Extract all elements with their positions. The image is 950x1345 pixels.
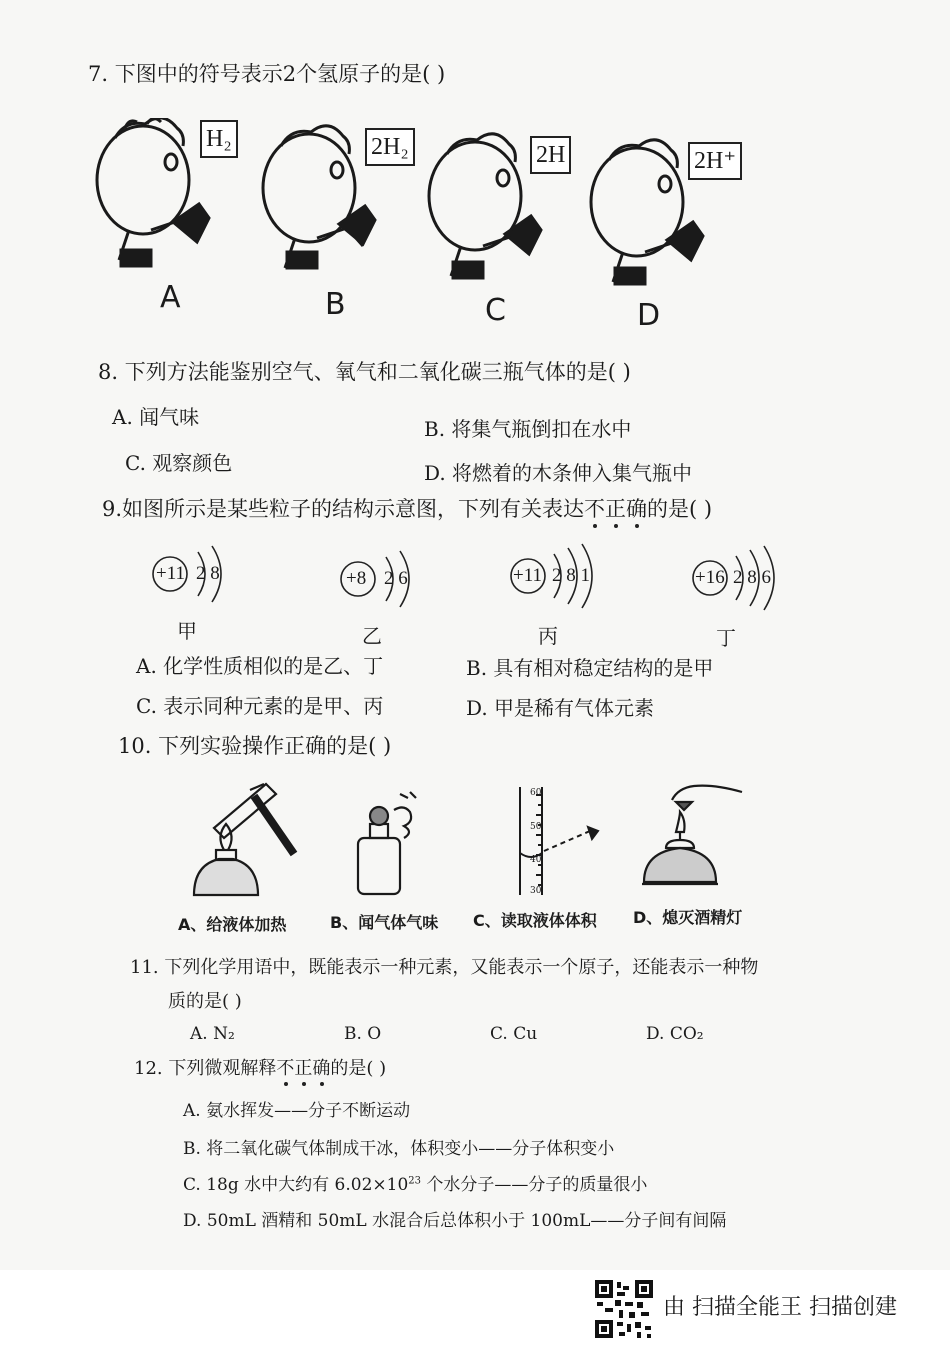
- q11-option-d: D. CO₂: [646, 1024, 704, 1044]
- nucleus-charge: +11: [513, 565, 543, 586]
- q9-stem: [102, 493, 712, 523]
- atom-label: 丙: [538, 624, 558, 648]
- q12-stem-post: 的是( ): [330, 1058, 387, 1079]
- nucleus-charge: +16: [695, 567, 725, 588]
- nucleus-charge: +8: [346, 568, 367, 589]
- q7-stem: 7. 下图中的符号表示2个氢原子的是( ): [88, 62, 446, 86]
- caption-c: C、读取液体体积: [473, 911, 597, 930]
- sign-a: H₂: [200, 120, 238, 158]
- q11-option-a: A. N₂: [190, 1024, 235, 1044]
- q9-option-c: C. 表示同种元素的是甲、丙: [136, 694, 384, 718]
- heating-liquid-illustration: [184, 780, 314, 910]
- q9-option-b: B. 具有相对稳定结构的是甲: [466, 656, 714, 680]
- reading-volume-illustration: [508, 785, 618, 905]
- electron-shells: 2 8: [196, 563, 220, 584]
- smelling-gas-illustration: [350, 790, 430, 900]
- q12-option-c-post: 个水分子——分子的质量很小: [421, 1175, 648, 1195]
- nucleus-charge: +11: [156, 563, 186, 584]
- q12-option-c: [183, 1170, 647, 1195]
- tick-label: 60: [530, 788, 542, 798]
- q12-option-b: B. 将二氧化碳气体制成干冰，体积变小——分子体积变小: [183, 1139, 615, 1159]
- q11-option-b: B. O: [344, 1024, 382, 1044]
- emphasis-dot-char: 不: [276, 1058, 295, 1079]
- electron-shells: 2 8 1: [552, 565, 590, 586]
- sign-d: 2H⁺: [688, 142, 742, 180]
- q9-option-a: A. 化学性质相似的是乙、丁: [136, 654, 384, 678]
- scanner-watermark-text: 由 扫描全能王 扫描创建: [663, 1295, 897, 1320]
- qr-code-icon: [593, 1278, 655, 1340]
- sign-b: 2H₂: [365, 128, 415, 166]
- q12-option-c-exponent: 23: [408, 1175, 421, 1187]
- atom-label: 丁: [716, 626, 736, 650]
- option-letter-a: A: [160, 280, 181, 315]
- q8-option-c: C. 观察颜色: [125, 451, 233, 475]
- option-letter-c: C: [485, 293, 506, 328]
- tick-label: 50: [530, 822, 542, 832]
- q11-stem-line1: 11. 下列化学用语中，既能表示一种元素，又能表示一个原子，还能表示一种物: [130, 957, 759, 978]
- q8-stem: 8. 下列方法能鉴别空气、氧气和二氧化碳三瓶气体的是( ): [98, 360, 631, 384]
- q10-stem: 10. 下列实验操作正确的是( ): [118, 734, 392, 758]
- q7-cartoon-figures: [95, 118, 775, 328]
- q12-option-a: A. 氨水挥发——分子不断运动: [183, 1101, 411, 1121]
- atom-label: 乙: [362, 624, 382, 648]
- sign-c: 2H: [530, 136, 571, 174]
- tick-label: 30: [530, 886, 542, 896]
- q12-option-c-pre: C. 18g 水中大约有 6.02×10: [183, 1175, 409, 1195]
- emphasis-dot-char: 正: [605, 497, 627, 521]
- q12-stem-pre: 12. 下列微观解释: [134, 1058, 277, 1079]
- emphasis-dot-char: 确: [312, 1058, 331, 1079]
- extinguishing-lamp-illustration: [636, 778, 746, 903]
- emphasis-dot-char: 不: [584, 497, 606, 521]
- q11-stem-line2: 质的是( ): [168, 991, 242, 1012]
- q9-stem-post: 的是( ): [647, 497, 713, 521]
- q8-option-b: B. 将集气瓶倒扣在水中: [424, 417, 632, 441]
- q8-option-a: A. 闻气味: [112, 405, 200, 429]
- electron-shells: 2 8 6: [733, 567, 771, 588]
- electron-shells: 2 6: [384, 568, 408, 589]
- emphasis-dot-char: 正: [294, 1058, 313, 1079]
- q9-option-d: D. 甲是稀有气体元素: [466, 696, 655, 720]
- q11-option-c: C. Cu: [490, 1024, 538, 1044]
- option-letter-b: B: [325, 287, 346, 322]
- option-letter-d: D: [637, 298, 661, 333]
- q12-option-d: D. 50mL 酒精和 50mL 水混合后总体积小于 100mL——分子间有间隔: [183, 1211, 727, 1231]
- emphasis-dot-char: 确: [626, 497, 648, 521]
- caption-b: B、闻气体气味: [330, 913, 439, 932]
- q9-stem-pre: 9.如图所示是某些粒子的结构示意图，下列有关表达: [102, 497, 585, 521]
- q12-stem: [134, 1054, 386, 1080]
- atom-label: 甲: [177, 619, 197, 643]
- q8-option-d: D. 将燃着的木条伸入集气瓶中: [424, 461, 693, 485]
- caption-a: A、给液体加热: [178, 915, 287, 934]
- cartoon-boy-a: [97, 118, 197, 260]
- caption-d: D、熄灭酒精灯: [633, 908, 743, 927]
- tick-label: 40: [530, 855, 542, 865]
